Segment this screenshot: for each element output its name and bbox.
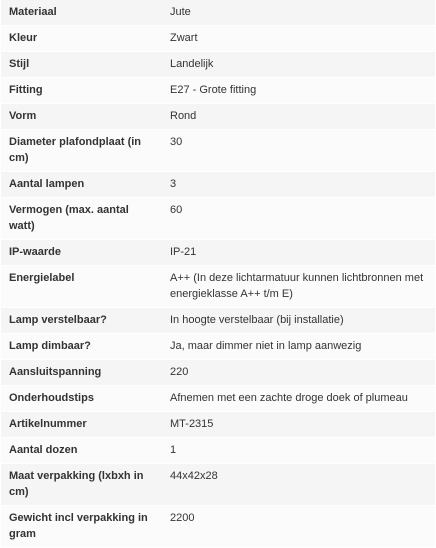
- spec-row-fitting: [1, 78, 435, 104]
- spec-row-maat-verpakking: [1, 464, 435, 506]
- spec-value: 44x42x28: [170, 470, 218, 482]
- spec-label: Lamp verstelbaar?: [9, 314, 107, 326]
- spec-row-stijl: [1, 52, 435, 78]
- spec-label: Maat verpakking (lxbxh in cm): [9, 470, 144, 498]
- spec-row-materiaal: [1, 0, 435, 26]
- spec-label: Aantal dozen: [9, 444, 78, 456]
- spec-value: A++ (In deze lichtarmatuur kunnen lichtbronnen met energieklasse A++ t/m E): [170, 272, 424, 300]
- spec-value: 1: [170, 444, 177, 456]
- spec-row-gewicht: [1, 506, 435, 548]
- spec-value: 3: [170, 178, 177, 190]
- spec-label: Gewicht incl verpakking in gram: [9, 512, 148, 540]
- spec-row-onderhoudstips: [1, 386, 435, 412]
- spec-value: 220: [170, 366, 189, 378]
- spec-row-lamp-dimbaar: [1, 334, 435, 360]
- spec-row-vorm: [1, 104, 435, 130]
- spec-value: Landelijk: [170, 58, 214, 70]
- spec-label: Stijl: [9, 58, 30, 70]
- spec-label: Lamp dimbaar?: [9, 340, 91, 352]
- spec-value: 60: [170, 204, 183, 216]
- spec-value: Ja, maar dimmer niet in lamp aanwezig: [170, 340, 362, 352]
- spec-row-energielabel: [1, 266, 435, 308]
- spec-value: Jute: [170, 6, 191, 18]
- spec-value: MT-2315: [170, 418, 214, 430]
- spec-row-artikelnummer: [1, 412, 435, 438]
- spec-row-ip-waarde: [1, 240, 435, 266]
- spec-label: Materiaal: [9, 6, 57, 18]
- spec-label: Artikelnummer: [9, 418, 87, 430]
- spec-value: 30: [170, 136, 183, 148]
- spec-label: Vermogen (max. aantal watt): [9, 204, 129, 232]
- spec-label: Aansluitspanning: [9, 366, 102, 378]
- spec-label: Fitting: [9, 84, 43, 96]
- spec-label: Diameter plafondplaat (in cm): [9, 136, 142, 164]
- spec-value: Zwart: [170, 32, 198, 44]
- spec-label: Vorm: [9, 110, 37, 122]
- spec-label: Energielabel: [9, 272, 75, 284]
- spec-row-kleur: [1, 26, 435, 52]
- spec-label: IP-waarde: [9, 246, 61, 258]
- spec-value: 2200: [170, 512, 195, 524]
- spec-value: E27 - Grote fitting: [170, 84, 257, 96]
- spec-value: In hoogte verstelbaar (bij installatie): [170, 314, 344, 326]
- spec-label: Onderhoudstips: [9, 392, 94, 404]
- spec-row-vermogen: [1, 198, 435, 240]
- spec-value: Rond: [170, 110, 197, 122]
- spec-row-lamp-verstelbaar: [1, 308, 435, 334]
- spec-row-aantal-dozen: [1, 438, 435, 464]
- spec-label: Kleur: [9, 32, 38, 44]
- specifications-body: [1, 0, 435, 548]
- spec-row-aansluitspanning: [1, 360, 435, 386]
- product-specifications-table: [1, 0, 435, 548]
- spec-row-diameter-plafondplaat: [1, 130, 435, 172]
- spec-row-aantal-lampen: [1, 172, 435, 198]
- spec-value: Afnemen met een zachte droge doek of plumeau: [170, 392, 408, 404]
- spec-value: IP-21: [170, 246, 197, 258]
- spec-label: Aantal lampen: [9, 178, 85, 190]
